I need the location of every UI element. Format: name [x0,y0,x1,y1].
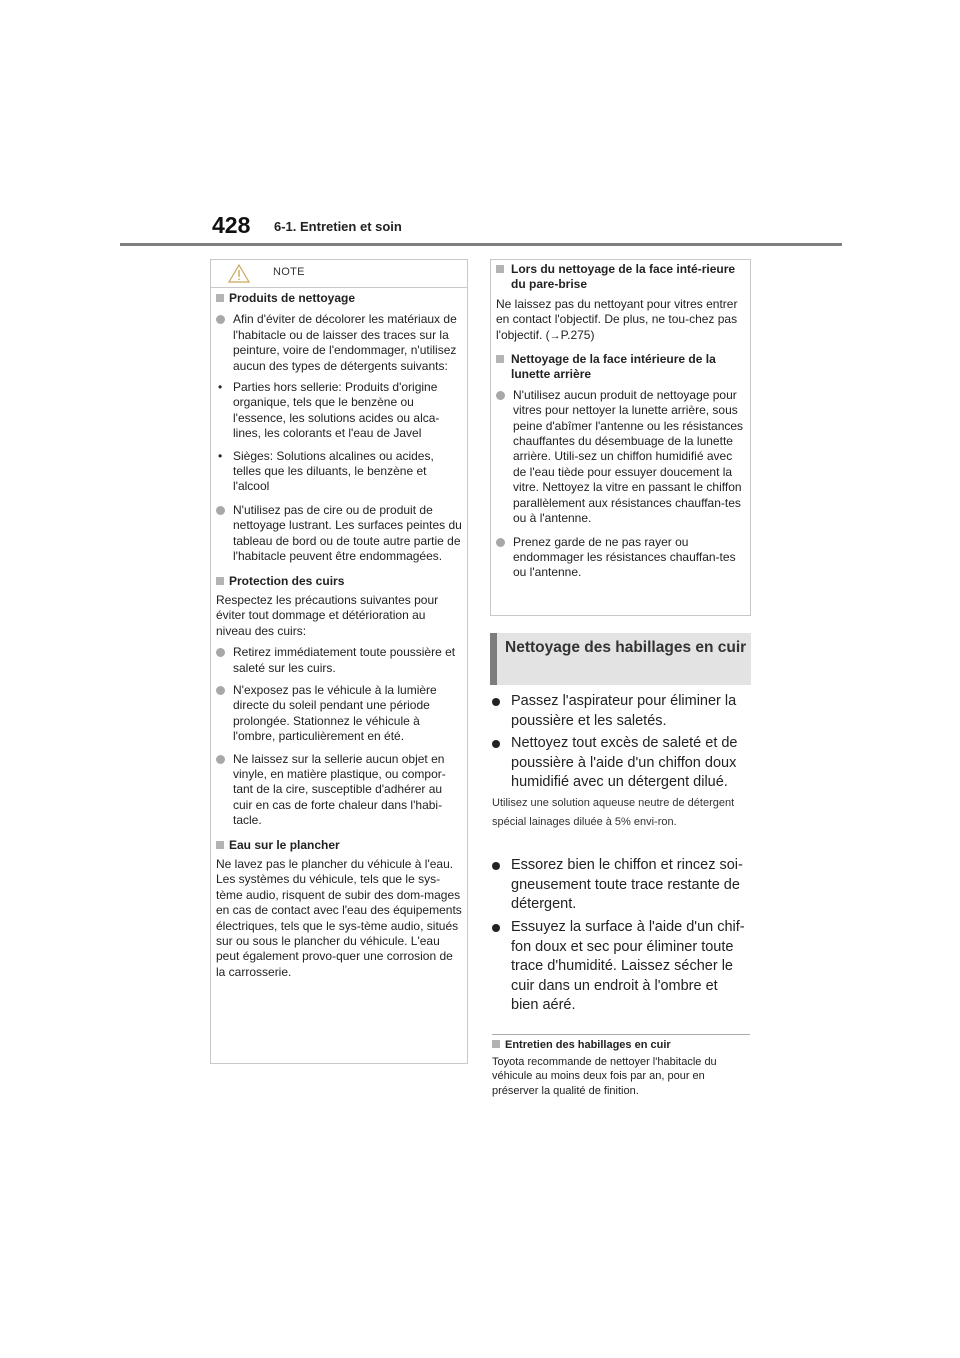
note-content [216,291,462,980]
floor-text: Les systèmes du véhicule, tels que le sys-tème audio, risquent de subir des dom-mages en cas de contact avec l'eau des équipements électriques, tels que le sys-tème audio, situés sur ou sous le plancher du véhicule. L'eau peut également provo-quer une corrosion de la carrosserie. [216,872,462,979]
bullet-icon [492,862,500,870]
arrow-icon: → [549,329,561,342]
section-banner-title: Nettoyage des habillages en cuir [505,639,747,656]
warning-icon [228,264,250,283]
leather-heading: Protection des cuirs [216,574,462,589]
step-item: Essuyez la surface à l'aide d'un chif-fon doux et sec pour éliminer toute trace d'humidité. Laissez sécher le cuir dans un endroit à l'ombre et bien aéré. [492,918,748,1016]
floor-heading: Eau sur le plancher [216,838,462,853]
maintenance-heading: Entretien des habillages en cuir [492,1038,750,1053]
page-number: 428 [212,212,251,238]
windshield-heading: Lors du nettoyage de la face inté-rieure du pare-brise [496,262,744,293]
note-header [210,259,468,288]
list-item: N'utilisez aucun produit de nettoyage pour vitres pour nettoyer la lunette arrière, sous peine d'abîmer l'antenne ou les résistances chauffantes du désembuage de la lunette arrière. Utili-sez un chiffon humidifié avec de l'eau tiède pour essuyer doucement la vitre. Nettoyez la vitre en passant le chiffon parallèlement aux résistances chauffan-tes ou à l'antenne. [496,388,744,527]
square-bullet-icon [496,355,504,363]
step-item: Nettoyez tout excès de saleté et de poussière à l'aide d'un chiffon doux humidifié avec un détergent dilué. [492,734,748,793]
note-right-content [496,262,744,581]
list-subitem: • Sièges: Solutions alcalines ou acides, telles que les diluants, le benzène et l'alcool [218,448,434,494]
bullet-icon [216,506,225,515]
bullet-icon [216,648,225,657]
bullet-icon [492,698,500,706]
section-title: 6-1. Entretien et soin [274,219,402,234]
leather-intro: Respectez les précautions suivantes pour éviter tout dommage et détérioration au niveau des cuirs: [216,592,439,638]
bullet-icon [492,924,500,932]
bullet-icon [216,315,225,324]
list-item: Retirez immédiatement toute poussière et saleté sur les cuirs. [216,645,462,676]
list-item: N'exposez pas le véhicule à la lumière directe du soleil pendant une période prolongée. Stationnez le véhicule à l'ombre, particulièrement en été. [216,683,462,745]
cleaning-heading: Produits de nettoyage [216,291,462,306]
banner-accent [490,633,497,685]
header-rule [120,243,842,246]
list-item: Prenez garde de ne pas rayer ou endommager les résistances chauffan-tes ou l'antenne. [496,535,744,581]
step-item: Essorez bien le chiffon et rincez soi-gneusement toute trace restante de détergent. [492,856,748,915]
bullet-icon [216,686,225,695]
rear-heading: Nettoyage de la face intérieure de la lunette arrière [496,352,744,383]
square-bullet-icon [216,841,224,849]
divider [492,1034,750,1035]
floor-text: Ne lavez pas le plancher du véhicule à l'eau. [216,857,454,871]
square-bullet-icon [216,577,224,585]
section-banner [490,633,751,685]
list-item: Ne laissez sur la sellerie aucun objet en vinyle, en matière plastique, ou compor-tant de la cire, susceptible d'adhérer au cuir en cas de forte chaleur dans l'habi-tacle. [216,752,462,829]
bullet-icon [496,391,505,400]
note-label: NOTE [273,266,305,278]
bullet-icon [492,740,500,748]
step-item: Passez l'aspirateur pour éliminer la poussière et les saletés. [492,692,748,731]
page-reference-link[interactable]: P.275) [560,327,595,342]
list-item: Afin d'éviter de décolorer les matériaux de l'habitacle ou de laisser des traces sur la peinture, voire de l'endommager, n'utilisez aucun des types de détergents suivants: [216,312,462,374]
square-bullet-icon [496,265,504,273]
maintenance-block [492,1038,750,1098]
windshield-text: Ne laissez pas du nettoyant pour vitres entrer en contact l'objectif. De plus, ne tou-chez pas l'objectif. (→P.275) [496,296,738,342]
bullet-icon [496,538,505,547]
step-note: Utilisez une solution aqueuse neutre de détergent spécial lainages diluée à 5% envi-ron. [492,797,735,828]
square-bullet-icon [216,294,224,302]
list-item: N'utilisez pas de cire ou de produit de nettoyage lustrant. Les surfaces peintes du tableau de bord ou de toute autre partie de l'habitacle peuvent être endommagées. [216,503,462,565]
maintenance-text: Toyota recommande de nettoyer l'habitacle du véhicule au moins deux fois par an, pour en préserver la qualité de finition. [492,1055,717,1097]
bullet-icon [216,755,225,764]
square-bullet-icon [492,1040,500,1048]
list-subitem: • Parties hors sellerie: Produits d'origine organique, tels que le benzène ou l'essence, les solutions acides ou alca-lines, les colorants et l'eau de Javel [218,380,440,441]
